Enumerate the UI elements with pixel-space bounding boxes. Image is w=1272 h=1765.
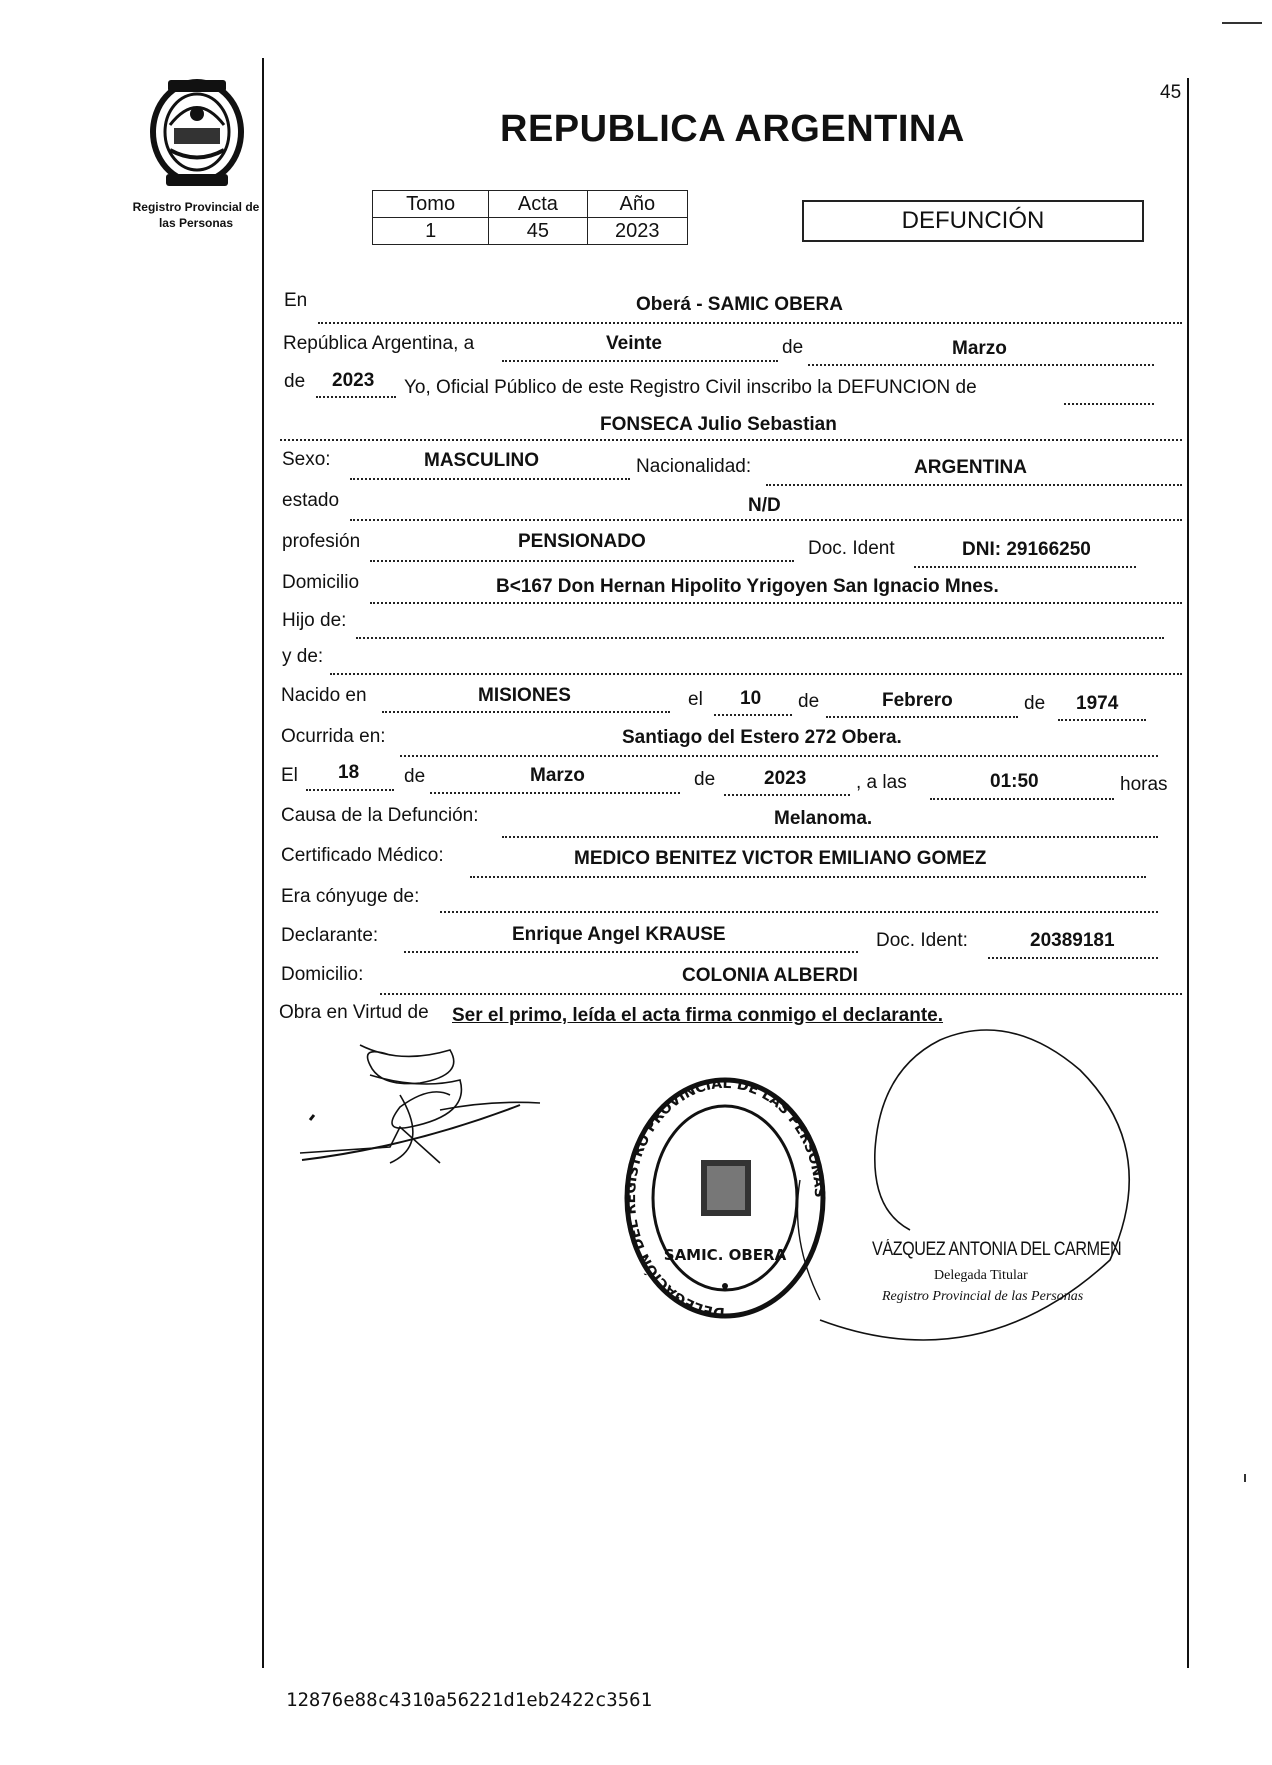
ocurrida-en-value: Santiago del Estero 272 Obera. bbox=[622, 727, 902, 748]
de2-label: de bbox=[284, 371, 306, 392]
logo-caption-line1: Registro Provincial de bbox=[132, 200, 260, 214]
left-margin-line bbox=[262, 58, 264, 1668]
doc-line bbox=[914, 566, 1136, 568]
record-type-box: DEFUNCIÓN bbox=[802, 200, 1144, 242]
de5-label: de bbox=[404, 766, 426, 787]
deceased-name-value: FONSECA Julio Sebastian bbox=[600, 414, 837, 435]
nacido-label: Nacido en bbox=[281, 685, 367, 706]
place-value: Oberá - SAMIC OBERA bbox=[636, 294, 843, 315]
doc-value: DNI: 29166250 bbox=[962, 539, 1091, 560]
obra-label: Obra en Virtud de bbox=[279, 1002, 429, 1023]
value-anio: 2023 bbox=[587, 218, 687, 245]
el-label: el bbox=[688, 689, 703, 710]
nacionalidad-label: Nacionalidad: bbox=[636, 456, 752, 477]
officer-role: Delegada Titular bbox=[934, 1268, 1028, 1283]
sexo-line bbox=[350, 478, 630, 480]
declarante-value: Enrique Angel KRAUSE bbox=[512, 924, 726, 945]
death-time-line bbox=[930, 798, 1114, 800]
ocurrida-en-line bbox=[400, 755, 1158, 757]
en-label: En bbox=[284, 290, 308, 311]
de4-label: de bbox=[1024, 693, 1046, 714]
corner-rule bbox=[1222, 22, 1262, 24]
death-day-line bbox=[306, 789, 394, 791]
horas-label: horas bbox=[1120, 774, 1168, 795]
value-acta: 45 bbox=[489, 218, 587, 245]
domicilio-label: Domicilio bbox=[282, 572, 360, 593]
birth-year-value: 1974 bbox=[1076, 693, 1119, 714]
doc2-value: 20389181 bbox=[1030, 930, 1115, 951]
causa-line bbox=[502, 836, 1158, 838]
death-year-value: 2023 bbox=[764, 768, 807, 789]
province-seal-logo bbox=[140, 70, 255, 195]
de3-label: de bbox=[798, 691, 820, 712]
nacionalidad-line bbox=[766, 484, 1182, 486]
domicilio2-line bbox=[380, 993, 1182, 995]
edge-mark bbox=[1244, 1474, 1246, 1482]
certificado-value: MEDICO BENITEZ VICTOR EMILIANO GOMEZ bbox=[574, 848, 987, 869]
domicilio2-value: COLONIA ALBERDI bbox=[682, 965, 858, 986]
nacido-en-line bbox=[382, 711, 670, 713]
header-anio: Año bbox=[587, 191, 687, 218]
obra-text: Ser el primo, leída el acta firma conmigo el declarante. bbox=[452, 1005, 944, 1026]
death-time-value: 01:50 bbox=[990, 771, 1039, 792]
domicilio-value: B<167 Don Hernan Hipolito Yrigoyen San Ignacio Mnes. bbox=[496, 576, 999, 597]
page-title: REPUBLICA ARGENTINA bbox=[500, 108, 965, 150]
value-tomo: 1 bbox=[373, 218, 489, 245]
month-value: Marzo bbox=[952, 338, 1007, 359]
profesion-line bbox=[370, 560, 794, 562]
conyuge-label: Era cónyuge de: bbox=[281, 886, 420, 907]
sexo-label: Sexo: bbox=[282, 449, 331, 470]
officer-office: Registro Provincial de las Personas bbox=[882, 1289, 1084, 1304]
causa-label: Causa de la Defunción: bbox=[281, 805, 479, 826]
rep-label: República Argentina, a bbox=[283, 333, 475, 354]
yde-label: y de: bbox=[282, 646, 324, 667]
officer-signature bbox=[780, 1000, 1160, 1380]
deceased-name-line bbox=[280, 439, 1182, 441]
declarante-label: Declarante: bbox=[281, 925, 379, 946]
header-tomo: Tomo bbox=[373, 191, 489, 218]
profesion-value: PENSIONADO bbox=[518, 531, 646, 552]
yde-line bbox=[330, 673, 1182, 675]
birth-day-line bbox=[714, 714, 792, 716]
death-month-value: Marzo bbox=[530, 765, 585, 786]
declarant-signature bbox=[290, 1035, 610, 1185]
nacido-en-value: MISIONES bbox=[478, 685, 571, 706]
officer-name: VÁZQUEZ ANTONIA DEL CARMEN bbox=[872, 1239, 1122, 1260]
profesion-label: profesión bbox=[282, 531, 361, 552]
stamp-inner-text: SAMIC. OBERA bbox=[663, 1246, 787, 1264]
birth-month-value: Febrero bbox=[882, 690, 953, 711]
year-line bbox=[316, 396, 396, 398]
de1-label: de bbox=[782, 337, 804, 358]
alas-label: , a las bbox=[856, 772, 907, 793]
estado-value: N/D bbox=[748, 495, 781, 516]
doc2-label: Doc. Ident: bbox=[876, 930, 968, 951]
estado-label: estado bbox=[282, 490, 340, 511]
page-number: 45 bbox=[1160, 82, 1182, 103]
ocurrida-label: Ocurrida en: bbox=[281, 726, 386, 747]
domicilio-line bbox=[370, 602, 1182, 604]
place-line bbox=[318, 322, 1182, 324]
certificado-line bbox=[470, 876, 1146, 878]
day-words-value: Veinte bbox=[606, 333, 662, 354]
doc-label: Doc. Ident bbox=[808, 538, 895, 559]
death-year-line bbox=[724, 794, 850, 796]
birth-month-line bbox=[826, 716, 1018, 718]
year-value: 2023 bbox=[332, 370, 375, 391]
death-day-value: 18 bbox=[338, 762, 360, 783]
birth-year-line bbox=[1058, 719, 1146, 721]
domicilio2-label: Domicilio: bbox=[281, 964, 364, 985]
death-month-line bbox=[430, 792, 680, 794]
declarante-line bbox=[404, 951, 858, 953]
nacionalidad-value: ARGENTINA bbox=[914, 457, 1027, 478]
estado-line bbox=[350, 519, 1182, 521]
el2-label: El bbox=[281, 765, 298, 786]
yo-text: Yo, Oficial Público de este Registro Civil inscribo la DEFUNCION de bbox=[404, 377, 977, 398]
stamp-ring-text: DELEGACIÓN DEL REGISTRO PROVINCIAL DE LAS PERSONAS bbox=[623, 1075, 828, 1321]
yo-line bbox=[1064, 403, 1154, 405]
causa-value: Melanoma. bbox=[774, 808, 873, 829]
birth-day-value: 10 bbox=[740, 688, 762, 709]
logo-caption-line2: las Personas bbox=[158, 216, 234, 230]
header-acta: Acta bbox=[489, 191, 587, 218]
sexo-value: MASCULINO bbox=[424, 450, 540, 471]
record-table bbox=[372, 190, 688, 245]
de6-label: de bbox=[694, 769, 716, 790]
day-words-line bbox=[502, 360, 778, 362]
conyuge-line bbox=[440, 911, 1158, 913]
certificado-label: Certificado Médico: bbox=[281, 845, 444, 866]
right-margin-line bbox=[1187, 78, 1189, 1668]
hijo-label: Hijo de: bbox=[282, 610, 347, 631]
doc2-line bbox=[988, 957, 1158, 959]
document-hash: 12876e88c4310a56221d1eb2422c3561 bbox=[286, 1689, 653, 1711]
hijo-line bbox=[356, 637, 1164, 639]
month-line bbox=[808, 364, 1154, 366]
